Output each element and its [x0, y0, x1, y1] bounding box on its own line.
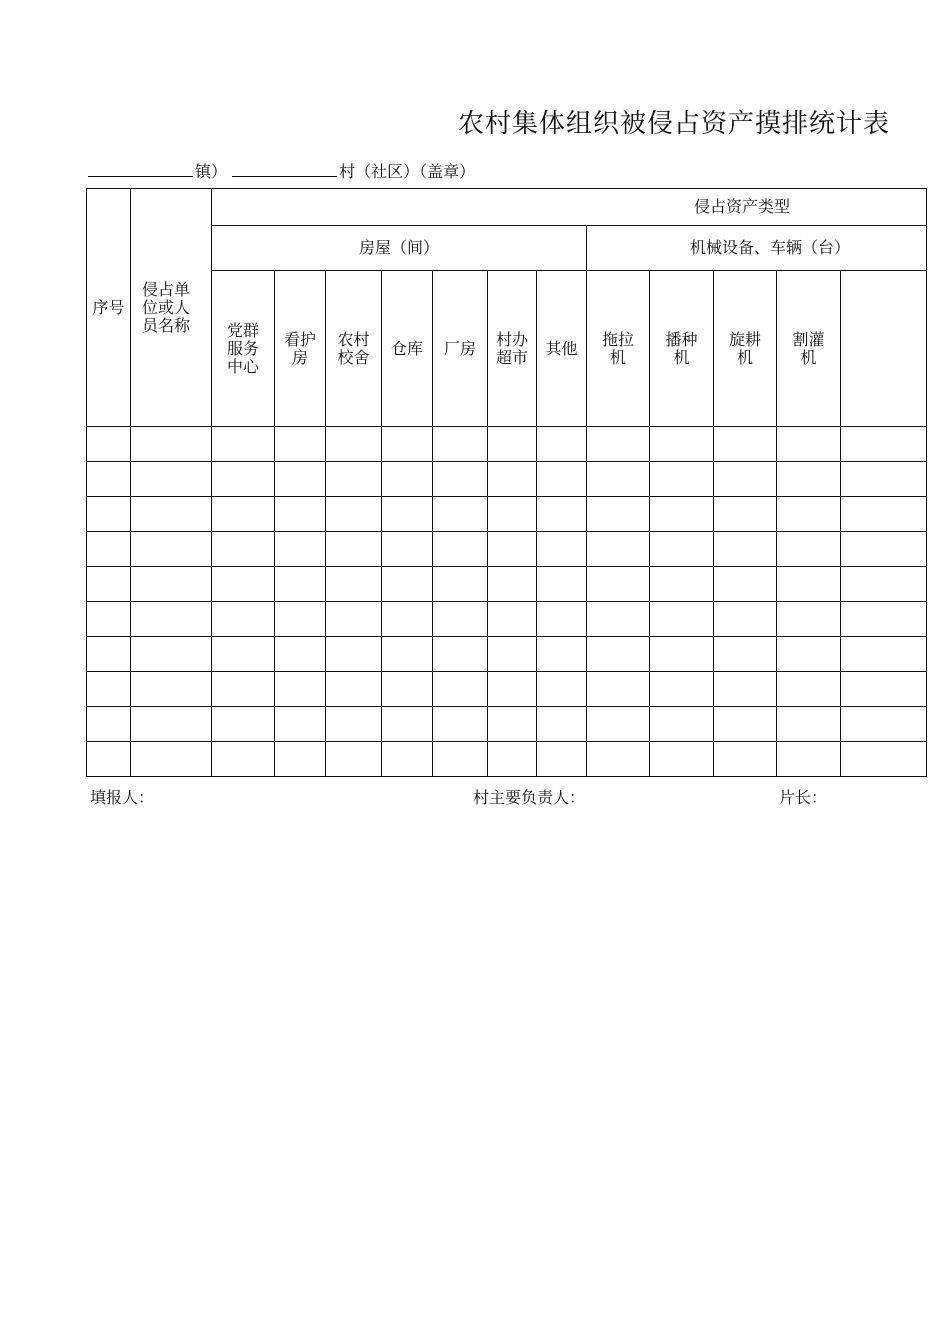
table-cell[interactable]: [587, 462, 650, 497]
table-cell[interactable]: [841, 742, 927, 777]
table-cell[interactable]: [777, 427, 841, 462]
table-cell[interactable]: [488, 742, 537, 777]
table-cell[interactable]: [537, 707, 587, 742]
table-cell[interactable]: [714, 532, 777, 567]
table-cell[interactable]: [650, 567, 714, 602]
table-cell[interactable]: [537, 427, 587, 462]
header-machine-col-1: 拖拉机: [587, 271, 650, 427]
table-cell[interactable]: [650, 532, 714, 567]
table-cell[interactable]: [382, 602, 433, 637]
table-cell[interactable]: [326, 707, 382, 742]
table-cell[interactable]: [275, 637, 326, 672]
table-cell[interactable]: [275, 672, 326, 707]
table-cell[interactable]: [275, 462, 326, 497]
header-house-col-5: 厂房: [433, 271, 488, 427]
table-cell[interactable]: [433, 532, 488, 567]
table-cell[interactable]: [212, 532, 275, 567]
table-cell[interactable]: [777, 567, 841, 602]
table-cell[interactable]: [433, 497, 488, 532]
table-cell[interactable]: [777, 497, 841, 532]
table-cell[interactable]: [537, 602, 587, 637]
table-cell[interactable]: [488, 427, 537, 462]
header-house-col-1: 党群服务中心: [212, 271, 275, 427]
table-cell[interactable]: [841, 567, 927, 602]
table-cell[interactable]: [777, 602, 841, 637]
table-cell[interactable]: [777, 672, 841, 707]
header-seq: 序号: [87, 189, 131, 427]
table-row: [87, 707, 927, 742]
table-cell[interactable]: [841, 602, 927, 637]
table-cell[interactable]: [841, 672, 927, 707]
table-cell[interactable]: [131, 637, 212, 672]
table-cell[interactable]: [714, 567, 777, 602]
table-cell[interactable]: [87, 462, 131, 497]
table-cell[interactable]: [841, 637, 927, 672]
table-cell[interactable]: [212, 602, 275, 637]
table-cell[interactable]: [275, 707, 326, 742]
table-cell[interactable]: [650, 707, 714, 742]
survey-table: [86, 188, 927, 777]
table-cell[interactable]: [212, 707, 275, 742]
table-cell[interactable]: [488, 462, 537, 497]
header-machine-col-3: 旋耕机: [714, 271, 777, 427]
table-cell[interactable]: [131, 427, 212, 462]
table-cell[interactable]: [275, 602, 326, 637]
table-cell[interactable]: [777, 532, 841, 567]
table-cell[interactable]: [488, 672, 537, 707]
table-cell[interactable]: [587, 707, 650, 742]
table-cell[interactable]: [382, 637, 433, 672]
table-cell[interactable]: [326, 567, 382, 602]
header-machine-group: 机械设备、车辆（台）: [587, 226, 927, 271]
survey-table-viewport: [86, 188, 851, 778]
area-head-label: 片长：: [779, 788, 828, 807]
table-cell[interactable]: [87, 567, 131, 602]
table-cell[interactable]: [650, 742, 714, 777]
header-house-col-7: 其他: [537, 271, 587, 427]
table-cell[interactable]: [212, 672, 275, 707]
header-house-col-3: 农村校舍: [326, 271, 382, 427]
header-house-col-2: 看护房: [275, 271, 326, 427]
table-row: [87, 462, 927, 497]
table-cell[interactable]: [275, 497, 326, 532]
table-cell[interactable]: [433, 742, 488, 777]
table-cell[interactable]: [537, 462, 587, 497]
table-cell[interactable]: [212, 462, 275, 497]
table-row: [87, 427, 927, 462]
table-cell[interactable]: [587, 497, 650, 532]
table-cell[interactable]: [587, 567, 650, 602]
table-cell[interactable]: [326, 497, 382, 532]
table-cell[interactable]: [433, 672, 488, 707]
header-cut-off-col: [841, 271, 927, 427]
table-cell[interactable]: [841, 462, 927, 497]
table-row: [87, 742, 927, 777]
table-cell[interactable]: [841, 707, 927, 742]
table-cell[interactable]: [587, 532, 650, 567]
table-cell[interactable]: [131, 567, 212, 602]
header-asset-type: 侵占资产类型: [212, 189, 927, 226]
header-machine-col-4: 割灌机: [777, 271, 841, 427]
table-cell[interactable]: [87, 742, 131, 777]
table-cell[interactable]: [382, 567, 433, 602]
table-cell[interactable]: [587, 602, 650, 637]
table-cell[interactable]: [131, 602, 212, 637]
table-cell[interactable]: [777, 742, 841, 777]
table-row: [87, 602, 927, 637]
table-cell[interactable]: [87, 637, 131, 672]
table-cell[interactable]: [714, 602, 777, 637]
table-cell[interactable]: [714, 742, 777, 777]
table-cell[interactable]: [275, 742, 326, 777]
table-cell[interactable]: [326, 742, 382, 777]
header-occupant-name: 侵占单位或人员名称: [131, 189, 212, 427]
table-row: [87, 532, 927, 567]
table-cell[interactable]: [131, 672, 212, 707]
town-blank[interactable]: [88, 159, 193, 177]
header-machine-col-2: 播种机: [650, 271, 714, 427]
table-cell[interactable]: [326, 532, 382, 567]
table-cell[interactable]: [777, 462, 841, 497]
table-cell[interactable]: [326, 672, 382, 707]
table-cell[interactable]: [131, 532, 212, 567]
table-cell[interactable]: [488, 532, 537, 567]
table-cell[interactable]: [537, 742, 587, 777]
table-cell[interactable]: [275, 532, 326, 567]
table-cell[interactable]: [382, 742, 433, 777]
filler-label: 填报人：: [90, 788, 155, 807]
table-cell[interactable]: [131, 707, 212, 742]
table-cell[interactable]: [587, 637, 650, 672]
table-cell[interactable]: [714, 427, 777, 462]
table-cell[interactable]: [433, 567, 488, 602]
table-cell[interactable]: [488, 707, 537, 742]
table-cell[interactable]: [587, 672, 650, 707]
table-cell[interactable]: [131, 497, 212, 532]
table-cell[interactable]: [275, 427, 326, 462]
header-house-col-4: 仓库: [382, 271, 433, 427]
table-cell[interactable]: [714, 707, 777, 742]
table-cell[interactable]: [650, 497, 714, 532]
table-row: [87, 672, 927, 707]
table-cell[interactable]: [131, 462, 212, 497]
table-cell[interactable]: [87, 427, 131, 462]
table-cell[interactable]: [433, 462, 488, 497]
table-cell[interactable]: [275, 567, 326, 602]
table-cell[interactable]: [326, 427, 382, 462]
table-cell[interactable]: [537, 637, 587, 672]
table-cell[interactable]: [841, 497, 927, 532]
table-cell[interactable]: [537, 567, 587, 602]
table-cell[interactable]: [587, 427, 650, 462]
village-blank[interactable]: [232, 159, 337, 177]
table-cell[interactable]: [650, 672, 714, 707]
table-cell[interactable]: [488, 497, 537, 532]
table-cell[interactable]: [433, 602, 488, 637]
header-house-col-6: 村办超市: [488, 271, 537, 427]
table-cell[interactable]: [488, 637, 537, 672]
page-title: 农村集体组织被侵占资产摸排统计表: [458, 109, 891, 139]
table-cell[interactable]: [131, 742, 212, 777]
town-label: 镇）: [195, 162, 228, 181]
table-cell[interactable]: [777, 707, 841, 742]
table-row: [87, 497, 927, 532]
table-cell[interactable]: [537, 672, 587, 707]
table-cell[interactable]: [382, 462, 433, 497]
table-cell[interactable]: [382, 672, 433, 707]
table-cell[interactable]: [87, 602, 131, 637]
table-cell[interactable]: [537, 532, 587, 567]
table-cell[interactable]: [650, 462, 714, 497]
table-cell[interactable]: [433, 427, 488, 462]
table-cell[interactable]: [382, 707, 433, 742]
table-cell[interactable]: [87, 532, 131, 567]
table-cell[interactable]: [841, 427, 927, 462]
location-line: [88, 159, 475, 184]
table-cell[interactable]: [212, 567, 275, 602]
table-cell[interactable]: [714, 462, 777, 497]
table-cell[interactable]: [587, 742, 650, 777]
table-cell[interactable]: [714, 672, 777, 707]
village-label: 村（社区）（盖章）: [339, 162, 476, 181]
table-cell[interactable]: [714, 497, 777, 532]
table-cell[interactable]: [650, 602, 714, 637]
table-cell[interactable]: [326, 602, 382, 637]
table-cell[interactable]: [537, 497, 587, 532]
table-cell[interactable]: [650, 427, 714, 462]
table-cell[interactable]: [87, 672, 131, 707]
table-cell[interactable]: [326, 637, 382, 672]
table-row: [87, 567, 927, 602]
table-cell[interactable]: [714, 637, 777, 672]
table-cell[interactable]: [777, 637, 841, 672]
table-cell[interactable]: [841, 532, 927, 567]
table-cell[interactable]: [488, 602, 537, 637]
table-cell[interactable]: [382, 427, 433, 462]
table-cell[interactable]: [650, 637, 714, 672]
table-row: [87, 637, 927, 672]
table-cell[interactable]: [433, 637, 488, 672]
table-cell[interactable]: [382, 497, 433, 532]
table-cell[interactable]: [87, 497, 131, 532]
table-cell[interactable]: [212, 742, 275, 777]
table-cell[interactable]: [382, 532, 433, 567]
table-cell[interactable]: [212, 427, 275, 462]
village-head-label: 村主要负责人：: [473, 788, 586, 807]
table-cell[interactable]: [488, 567, 537, 602]
header-house-group: 房屋（间）: [212, 226, 587, 271]
table-cell[interactable]: [433, 707, 488, 742]
table-cell[interactable]: [326, 462, 382, 497]
table-cell[interactable]: [212, 497, 275, 532]
table-cell[interactable]: [87, 707, 131, 742]
table-cell[interactable]: [212, 637, 275, 672]
